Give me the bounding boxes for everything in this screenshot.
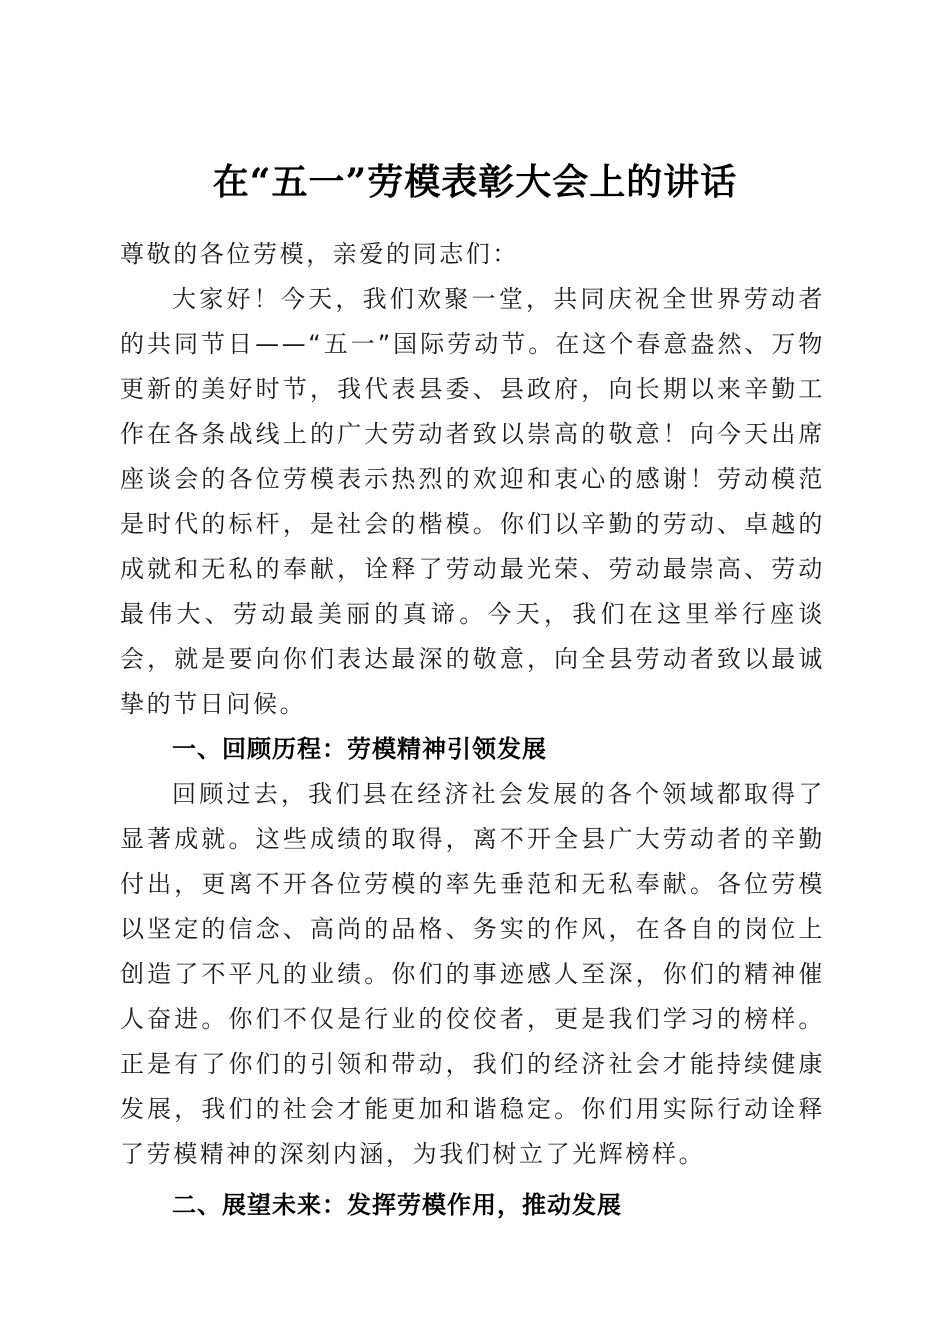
section-heading-1: 一、回顾历程：劳模精神引领发展 — [172, 735, 547, 763]
opening-paragraph: 大家好！今天，我们欢聚一堂，共同庆祝全世界劳动者的共同节日——“五一”国际劳动节。在这个春意盎然、万物更新的美好时节，我代表县委、县政府，向长期以来辛勤工作在各条战线上的广大劳动者致以崇高的敬意！向今天出席座谈会的各位劳模表示热烈的欢迎和衷心的感谢！劳动模范是时代的标杆，是社会的楷模。你们以辛勤的劳动、卓越的成就和无私的奉献，诠释了劳动最光荣、劳动最崇高、劳动最伟大、劳动最美丽的真谛。今天，我们在这里举行座谈会，就是要向你们表达最深的敬意，向全县劳动者致以最诚挚的节日问候。 — [120, 285, 825, 718]
document-title: 在“五一”劳模表彰大会上的讲话 — [212, 161, 738, 204]
section-heading-2: 二、展望未来：发挥劳模作用，推动发展 — [172, 1191, 622, 1219]
salutation: 尊敬的各位劳模，亲爱的同志们： — [120, 240, 519, 268]
section-1-paragraph: 回顾过去，我们县在经济社会发展的各个领域都取得了显著成就。这些成绩的取得，离不开全县广大劳动者的辛勤付出，更离不开各位劳模的率先垂范和无私奉献。各位劳模以坚定的信念、高尚的品格、务实的作风，在各自的岗位上创造了不平凡的业绩。你们的事迹感人至深，你们的精神催人奋进。你们不仅是行业的佼佼者，更是我们学习的榜样。正是有了你们的引领和带动，我们的经济社会才能持续健康发展，我们的社会才能更加和谐稳定。你们用实际行动诠释了劳模精神的深刻内涵，为我们树立了光辉榜样。 — [120, 780, 825, 1168]
document-body — [120, 232, 825, 1228]
